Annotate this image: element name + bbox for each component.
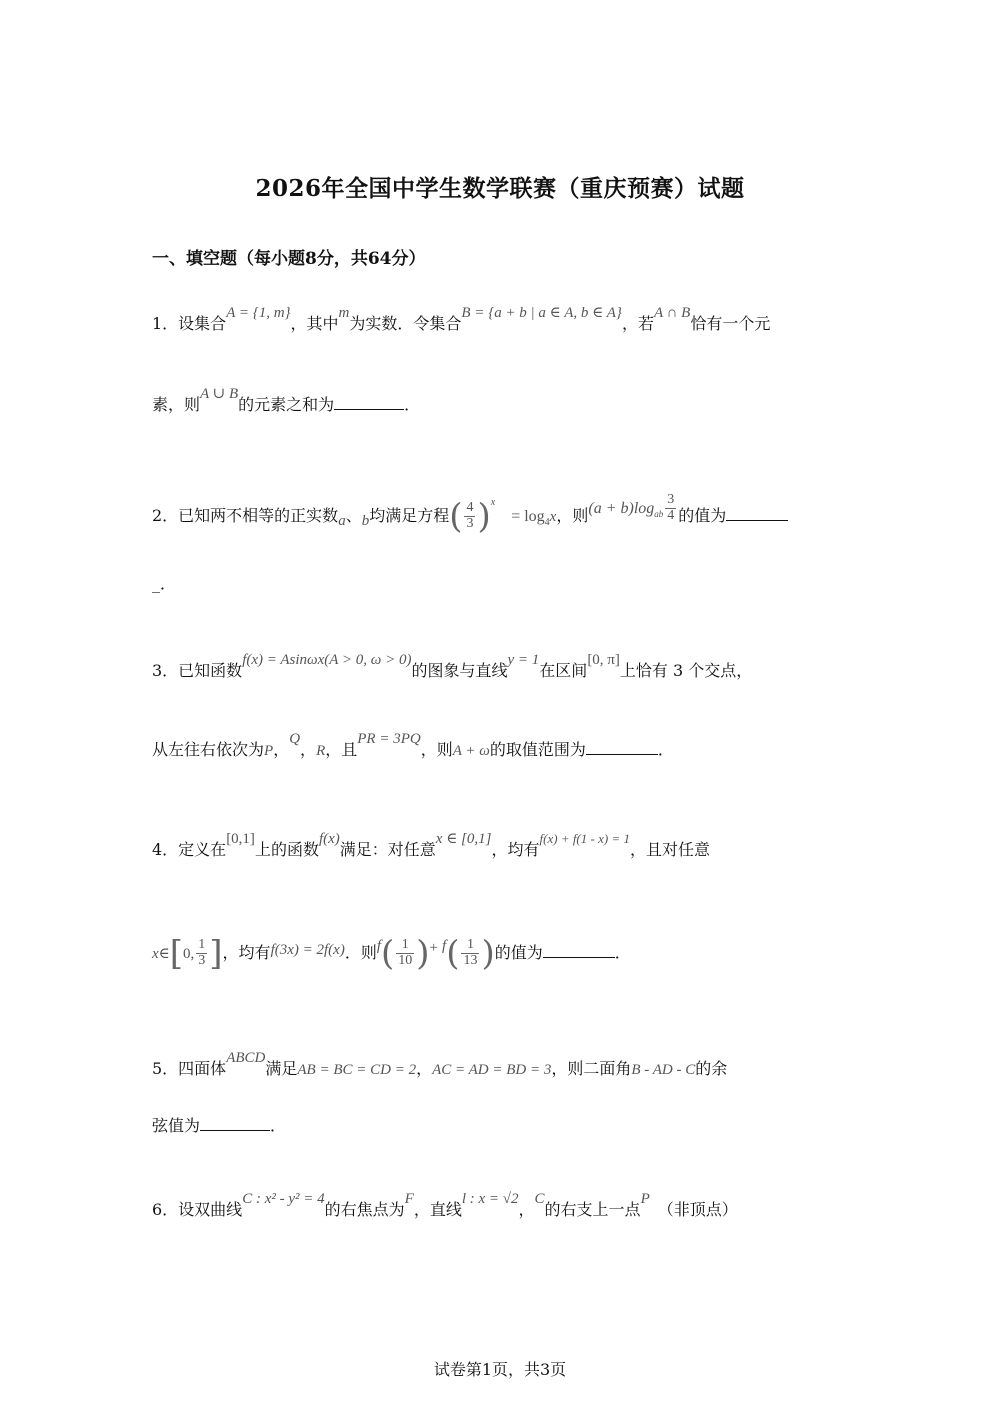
q6-text: （非顶点） <box>657 1200 738 1219</box>
paren-right: ) <box>477 496 491 537</box>
q3-text: ，则 <box>420 740 453 759</box>
question-1-line-1 <box>152 305 771 333</box>
q1-text: 1．设集合 <box>152 314 227 333</box>
bracket-left: [ <box>169 933 184 974</box>
q3-sum: A + ω <box>452 743 490 759</box>
q2-var-a: a <box>338 513 346 529</box>
q3-text: 从左往右依次为 <box>152 740 265 759</box>
q6-point: P <box>640 1191 650 1207</box>
q3-point-p: P <box>264 743 274 759</box>
paren-right: ) <box>416 933 430 974</box>
q6-text: 6．设双曲线 <box>152 1200 243 1219</box>
question-6-line-1 <box>152 1191 738 1219</box>
paren-left: ( <box>449 496 463 537</box>
q4-text: ． <box>614 943 631 962</box>
q2-log-arg: x <box>549 509 557 525</box>
q3-text: ，且 <box>325 740 358 759</box>
q3-line: y = 1 <box>507 652 540 668</box>
q2-fraction: $\frac{4}{3}$ <box>466 500 474 531</box>
q1-intersection: A ∩ B <box>653 305 691 321</box>
q5-text: ，则二面角 <box>551 1059 632 1078</box>
question-5-line-2 <box>152 1116 286 1134</box>
q2-text: 2．已知两不相等的正实数 <box>152 506 339 525</box>
q6-text: ， <box>518 1200 535 1219</box>
q6-curve: C <box>534 1191 545 1207</box>
question-3-line-2 <box>152 731 674 759</box>
q5-text: 的余 <box>695 1059 728 1078</box>
q4-equation: f(x) + f(1 - x) = 1 <box>539 831 630 846</box>
q3-text: 在区间 <box>539 661 588 680</box>
q2-text: 均满足方程 <box>369 506 450 525</box>
q5-tetrahedron: ABCD <box>226 1050 266 1066</box>
answer-blank[interactable] <box>334 395 404 410</box>
q4-function: f(x) <box>318 831 340 847</box>
q4-interval: [0,1] <box>226 831 255 847</box>
q6-text: 的右支上一点 <box>544 1200 641 1219</box>
q3-text: 的取值范围为 <box>489 740 586 759</box>
q4-text: ，均有 <box>491 840 540 859</box>
q2-text: 的值为 <box>678 506 727 525</box>
section-heading: 一、填空题（每小题8分，共64分） <box>152 249 426 269</box>
q6-line: l : x = √2 <box>461 1191 519 1207</box>
q1-text: ． <box>404 395 421 414</box>
q4-text: 上的函数 <box>254 840 319 859</box>
q3-text: ， <box>273 740 290 759</box>
q4-f2: f <box>442 938 447 954</box>
q4-text: 4．定义在 <box>152 840 227 859</box>
q2-text: ，则 <box>556 506 589 525</box>
q4-one-third: $\frac{1}{3}$ <box>198 937 206 968</box>
question-2-line-1 <box>152 492 788 539</box>
bracket-right: ] <box>209 933 223 974</box>
paren-right: ) <box>481 933 495 974</box>
q4-plus: + <box>429 940 439 956</box>
question-4-line-1 <box>152 831 710 859</box>
q2-expression-base: ab <box>654 509 664 519</box>
q1-text: 恰有一个元 <box>690 314 771 333</box>
q5-edges-2: AC = AD = BD = 3 <box>432 1062 552 1078</box>
q3-interval: [0, π] <box>587 652 620 668</box>
paren-left: ( <box>446 933 460 974</box>
q3-point-r: R <box>316 743 326 759</box>
q4-condition: x ∈ [0,1] <box>435 831 492 847</box>
q3-text: ． <box>657 740 674 759</box>
question-1-line-2 <box>152 386 421 414</box>
q5-text: 5．四面体 <box>152 1059 227 1078</box>
q5-text: ． <box>270 1116 287 1135</box>
q5-text: 满足 <box>265 1059 298 1078</box>
q2-log-base: 4 <box>544 517 550 528</box>
q1-set-a: A = {1, m} <box>226 305 291 321</box>
q3-function: f(x) = Asinωx(A > 0, ω > 0) <box>242 652 412 668</box>
q4-zero: 0, <box>183 946 195 962</box>
page-title: 2026年全国中学生数学联赛（重庆预赛）试题 <box>255 175 745 202</box>
q4-text: 的值为 <box>494 943 543 962</box>
q2-var-b: b <box>361 513 370 529</box>
q4-one-tenth: $\frac{1}{10}$ <box>398 937 413 968</box>
q5-dihedral: B - AD - C <box>631 1062 696 1078</box>
page-footer: 试卷第1页，共3页 <box>433 1360 567 1379</box>
q3-text: ， <box>300 740 317 759</box>
q1-text: ，若 <box>621 314 654 333</box>
q3-text: 的图象与直线 <box>411 661 508 680</box>
q1-text: ，其中 <box>290 314 339 333</box>
paren-left: ( <box>381 933 395 974</box>
q3-text: 上恰有 3 个交点， <box>619 661 753 680</box>
q1-text: 素，则 <box>152 395 201 414</box>
q3-point-q: Q <box>289 731 301 747</box>
q5-text: 弦值为 <box>152 1116 201 1135</box>
q3-text: 3．已知函数 <box>152 661 243 680</box>
q2-exponent: x <box>490 497 496 508</box>
question-3-line-1 <box>152 652 753 680</box>
q5-text: ， <box>416 1059 433 1078</box>
q2-text: 、 <box>345 506 362 525</box>
q1-set-b: B = {a + b | a ∈ A, b ∈ A} <box>461 305 622 321</box>
q6-focus: F <box>404 1191 414 1207</box>
q4-text: ．则 <box>344 943 377 962</box>
q1-var-m: m <box>338 305 350 321</box>
answer-blank[interactable] <box>543 943 615 958</box>
q4-text: 满足：对任意 <box>339 840 436 859</box>
q1-text: 的元素之和为 <box>238 395 335 414</box>
q3-equation: PR = 3PQ <box>357 731 421 747</box>
answer-blank[interactable] <box>726 506 788 521</box>
q1-text: 为实数．令集合 <box>349 314 462 333</box>
q4-x: x∈ <box>152 946 170 962</box>
q6-text: ，直线 <box>413 1200 462 1219</box>
question-4-line-2 <box>152 928 631 979</box>
q2-three-quarters: $\frac{3}{4}$ <box>667 492 675 523</box>
q4-f1: f <box>376 938 382 954</box>
q2-expression: (a + b)log <box>588 500 655 517</box>
q6-text: 的右焦点为 <box>324 1200 405 1219</box>
question-2-line-2 <box>152 576 176 592</box>
q2-text: _． <box>152 574 177 593</box>
q6-hyperbola: C : x² - y² = 4 <box>242 1191 325 1207</box>
question-5-line-1 <box>152 1050 728 1078</box>
answer-blank[interactable] <box>200 1116 270 1131</box>
q4-scaling-equation: f(3x) = 2f(x) <box>270 942 345 958</box>
q1-union: A ∪ B <box>200 386 239 402</box>
q4-text: ，且对任意 <box>629 840 710 859</box>
q4-one-thirteenth: $\frac{1}{13}$ <box>463 937 478 968</box>
q4-text: ，均有 <box>222 943 271 962</box>
q5-edges-1: AB = BC = CD = 2 <box>297 1062 417 1078</box>
answer-blank[interactable] <box>586 740 658 755</box>
q2-log: = log <box>511 508 545 525</box>
